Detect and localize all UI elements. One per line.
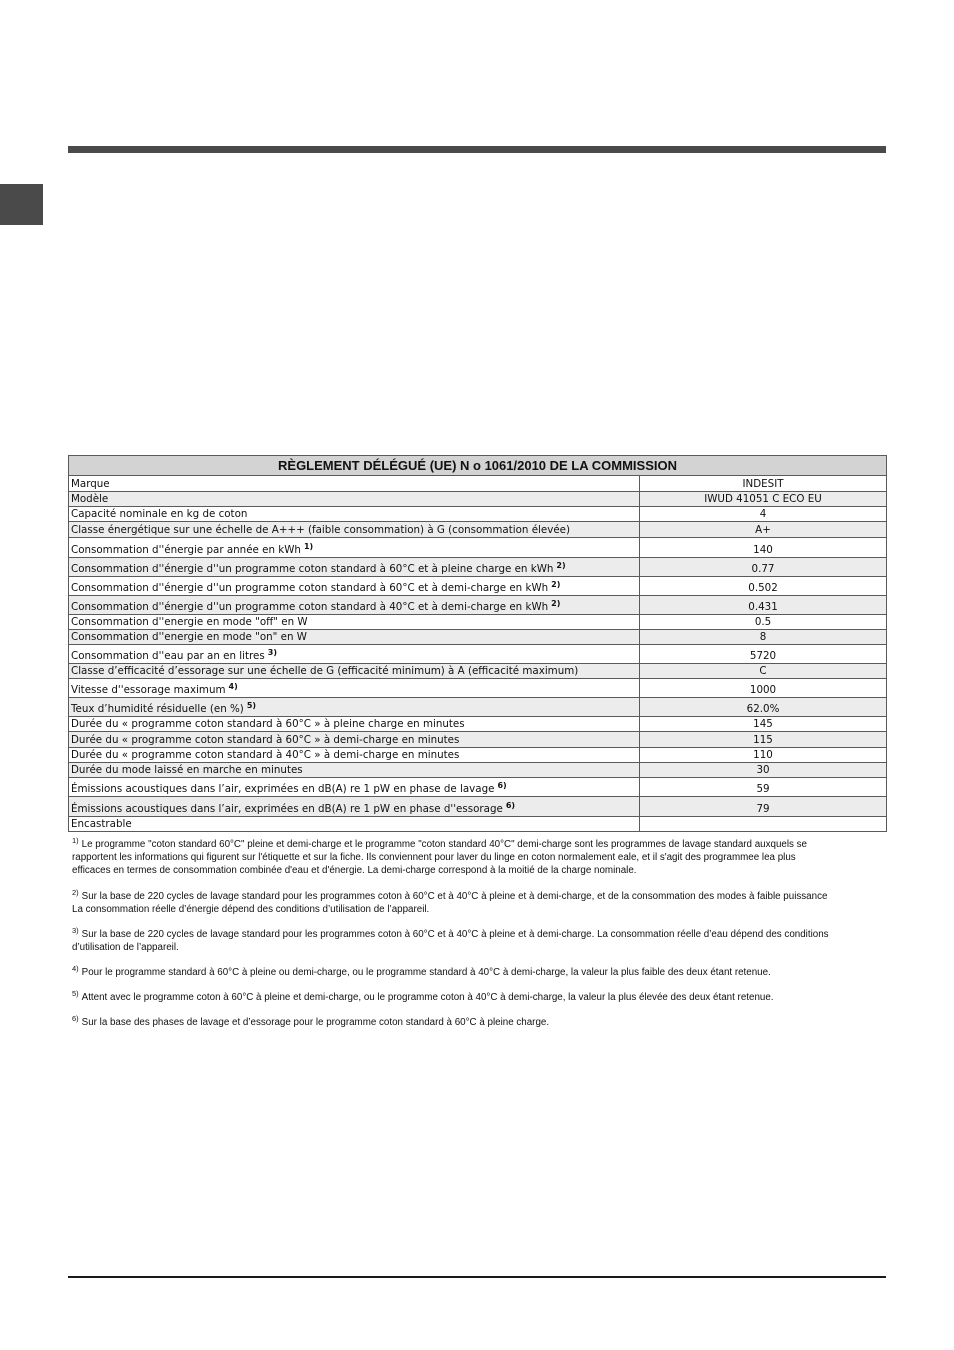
row-label-text: Consommation d''énergie d''un programme coton standard à 60°C et à demi-charge en kWh: [71, 582, 549, 594]
row-label-text: Encastrable: [71, 818, 132, 830]
footnote-ref: 4): [228, 682, 238, 691]
table-row: [69, 577, 887, 596]
footnote-marker: 5): [72, 989, 79, 998]
footnote-line: [72, 838, 807, 851]
row-label: [69, 664, 640, 679]
row-label-text: Consommation d''eau par an en litres: [71, 650, 265, 662]
footnote-line: [72, 890, 827, 903]
footnote: [72, 890, 827, 916]
table-row: [69, 763, 887, 778]
row-value: 5720: [640, 645, 887, 664]
row-value: 110: [640, 748, 887, 763]
row-value: 140: [640, 538, 887, 558]
footnote-text: Sur la base de 220 cycles de lavage standard pour les programmes coton à 60°C et à 40°C à pleine et à demi-charge, et de la consommation des modes à faible puissance: [81, 891, 828, 902]
table-row: [69, 717, 887, 732]
row-value: 4: [640, 507, 887, 522]
table-row: [69, 797, 887, 817]
row-label: [69, 778, 640, 797]
footnote-line: rapportent les informations qui figurent sur l'étiquette et sur la fiche. Ils conviennent pour laver du linge en coton normalement eale, et il s'agit des programmee lea plus: [72, 852, 796, 863]
footnote-line: [72, 928, 829, 941]
row-value: 0.431: [640, 596, 887, 615]
row-label-text: Teux d’humidité résiduelle (en %): [71, 703, 244, 715]
table-row: [69, 645, 887, 664]
header-rule: [68, 146, 886, 153]
row-label-text: Consommation d''energie en mode "on" en W: [71, 631, 307, 643]
row-label-text: Consommation d''énergie d''un programme coton standard à 40°C et à demi-charge en kWh: [71, 601, 549, 613]
row-label: [69, 797, 640, 817]
footnote-marker: 2): [72, 888, 79, 897]
row-label-text: Durée du mode laissé en marche en minutes: [71, 764, 303, 776]
row-value: [640, 817, 887, 832]
row-label: [69, 630, 640, 645]
row-value: 0.5: [640, 615, 887, 630]
table-row: [69, 732, 887, 748]
table-row: [69, 507, 887, 522]
row-value: A+: [640, 522, 887, 538]
footnote: [72, 966, 771, 979]
row-value: 145: [640, 717, 887, 732]
footnote-ref: 1): [303, 542, 314, 551]
row-label-text: Durée du « programme coton standard à 60°C » à pleine charge en minutes: [71, 718, 465, 730]
footnote-line: [72, 991, 774, 1004]
section-tab-marker: [0, 184, 43, 225]
row-label-text: Émissions acoustiques dans l’air, exprimées en dB(A) re 1 pW en phase d''essorage: [71, 803, 503, 815]
row-value: C: [640, 664, 887, 679]
row-label-text: Durée du « programme coton standard à 60°C » à demi-charge en minutes: [71, 734, 460, 746]
footnote-line: [72, 1016, 549, 1029]
row-value: 0.502: [640, 577, 887, 596]
table-row: [69, 679, 887, 698]
footnote-ref: 2): [556, 561, 566, 570]
footnote-text: Sur la base de 220 cycles de lavage standard pour les programmes coton à 60°C et à 40°C à pleine et à demi-charge. La consommation réelle d’eau dépend des conditions: [81, 929, 829, 940]
table-row: [69, 778, 887, 797]
row-label: [69, 748, 640, 763]
table-row: [69, 615, 887, 630]
footnote-ref: 6): [505, 801, 516, 810]
table-row: [69, 748, 887, 763]
row-value: 79: [640, 797, 887, 817]
row-label: [69, 522, 640, 538]
product-fiche-table: [68, 455, 887, 832]
row-label: [69, 717, 640, 732]
row-value: 1000: [640, 679, 887, 698]
row-label: [69, 492, 640, 507]
footnote-line: La consommation réelle d’énergie dépend des conditions d’utilisation de l’appareil.: [72, 904, 430, 915]
footnote-line: [72, 966, 771, 979]
footnote-ref: 2): [551, 599, 561, 608]
row-label-text: Consommation d''energie en mode "off" en W: [71, 616, 308, 628]
table-header-row: [69, 456, 887, 476]
row-label: [69, 507, 640, 522]
footnote: [72, 1016, 549, 1029]
row-label: [69, 615, 640, 630]
table-row: [69, 698, 887, 717]
table-row: [69, 558, 887, 577]
table-row: [69, 522, 887, 538]
footnote-marker: 1): [72, 836, 79, 845]
row-label: [69, 558, 640, 577]
row-value: 0.77: [640, 558, 887, 577]
footnote-text: Pour le programme standard à 60°C à pleine ou demi-charge, ou le programme standard à 40°C à demi-charge, la valeur la plus faible des deux étant retenue.: [81, 967, 771, 978]
table-row: [69, 817, 887, 832]
row-label: [69, 645, 640, 664]
footnote-marker: 4): [72, 964, 79, 973]
footnote-text: Attent avec le programme coton à 60°C à pleine et demi-charge, ou le programme coton à 40°C à demi-charge, la valeur la plus élevée des deux étant retenue.: [81, 992, 774, 1003]
row-label-text: Capacité nominale en kg de coton: [71, 508, 248, 520]
row-label: [69, 732, 640, 748]
row-label-text: Vitesse d''essorage maximum: [71, 684, 226, 696]
row-label-text: Émissions acoustiques dans l’air, exprimées en dB(A) re 1 pW en phase de lavage: [71, 783, 495, 795]
row-label: [69, 698, 640, 717]
row-value: INDESIT: [640, 476, 887, 492]
row-label: [69, 577, 640, 596]
table-row: [69, 596, 887, 615]
row-label-text: Consommation d''énergie d''un programme coton standard à 60°C et à pleine charge en kWh: [71, 563, 554, 575]
table-row: [69, 492, 887, 507]
row-value: 30: [640, 763, 887, 778]
footnote-marker: 3): [72, 926, 79, 935]
row-value: IWUD 41051 C ECO EU: [640, 492, 887, 507]
row-label: [69, 538, 640, 558]
row-label-text: Modèle: [71, 493, 109, 505]
row-label-text: Marque: [71, 478, 110, 490]
table-title: RÈGLEMENT DÉLÉGUÉ (UE) N o 1061/2010 DE LA COMMISSION: [69, 456, 887, 476]
row-label: [69, 476, 640, 492]
row-label-text: Durée du « programme coton standard à 40°C » à demi-charge en minutes: [71, 749, 460, 761]
row-value: 8: [640, 630, 887, 645]
row-label: [69, 763, 640, 778]
footnote-ref: 2): [551, 580, 561, 589]
row-label: [69, 596, 640, 615]
footnote-text: Le programme "coton standard 60°C" pleine et demi-charge et le programme "coton standard 40°C" demi-charge sont les programmes de lavage standard auxquels se: [81, 839, 808, 850]
footer-rule: [68, 1276, 886, 1278]
footnote-line: d’utilisation de l’appareil.: [72, 942, 179, 953]
footnote: [72, 838, 807, 877]
row-value: 115: [640, 732, 887, 748]
row-label-text: Consommation d''énergie par année en kWh: [71, 544, 301, 556]
row-label: [69, 817, 640, 832]
footnote-marker: 6): [72, 1014, 79, 1023]
row-value: 62.0%: [640, 698, 887, 717]
row-label: [69, 679, 640, 698]
footnote: [72, 928, 829, 954]
row-value: 59: [640, 778, 887, 797]
row-label-text: Classe énergétique sur une échelle de A+++ (faible consommation) à G (consommation élevée): [71, 524, 571, 536]
table-row: [69, 664, 887, 679]
row-label-text: Classe d’efficacité d’essorage sur une échelle de G (efficacité minimum) à A (efficacité maximum): [71, 665, 579, 677]
footnote-text: Sur la base des phases de lavage et d’essorage pour le programme coton standard à 60°C à pleine charge.: [81, 1017, 550, 1028]
footnote-ref: 5): [246, 701, 257, 710]
table-row: [69, 476, 887, 492]
footnote-line: efficaces en termes de consommation combinée d'eau et d'énergie. La demi-charge correspond à la moitié de la charge nominale.: [72, 865, 637, 876]
footnote-ref: 3): [267, 648, 277, 657]
footnote-ref: 6): [497, 781, 507, 790]
table-row: [69, 538, 887, 558]
table-row: [69, 630, 887, 645]
footnote: [72, 991, 774, 1004]
